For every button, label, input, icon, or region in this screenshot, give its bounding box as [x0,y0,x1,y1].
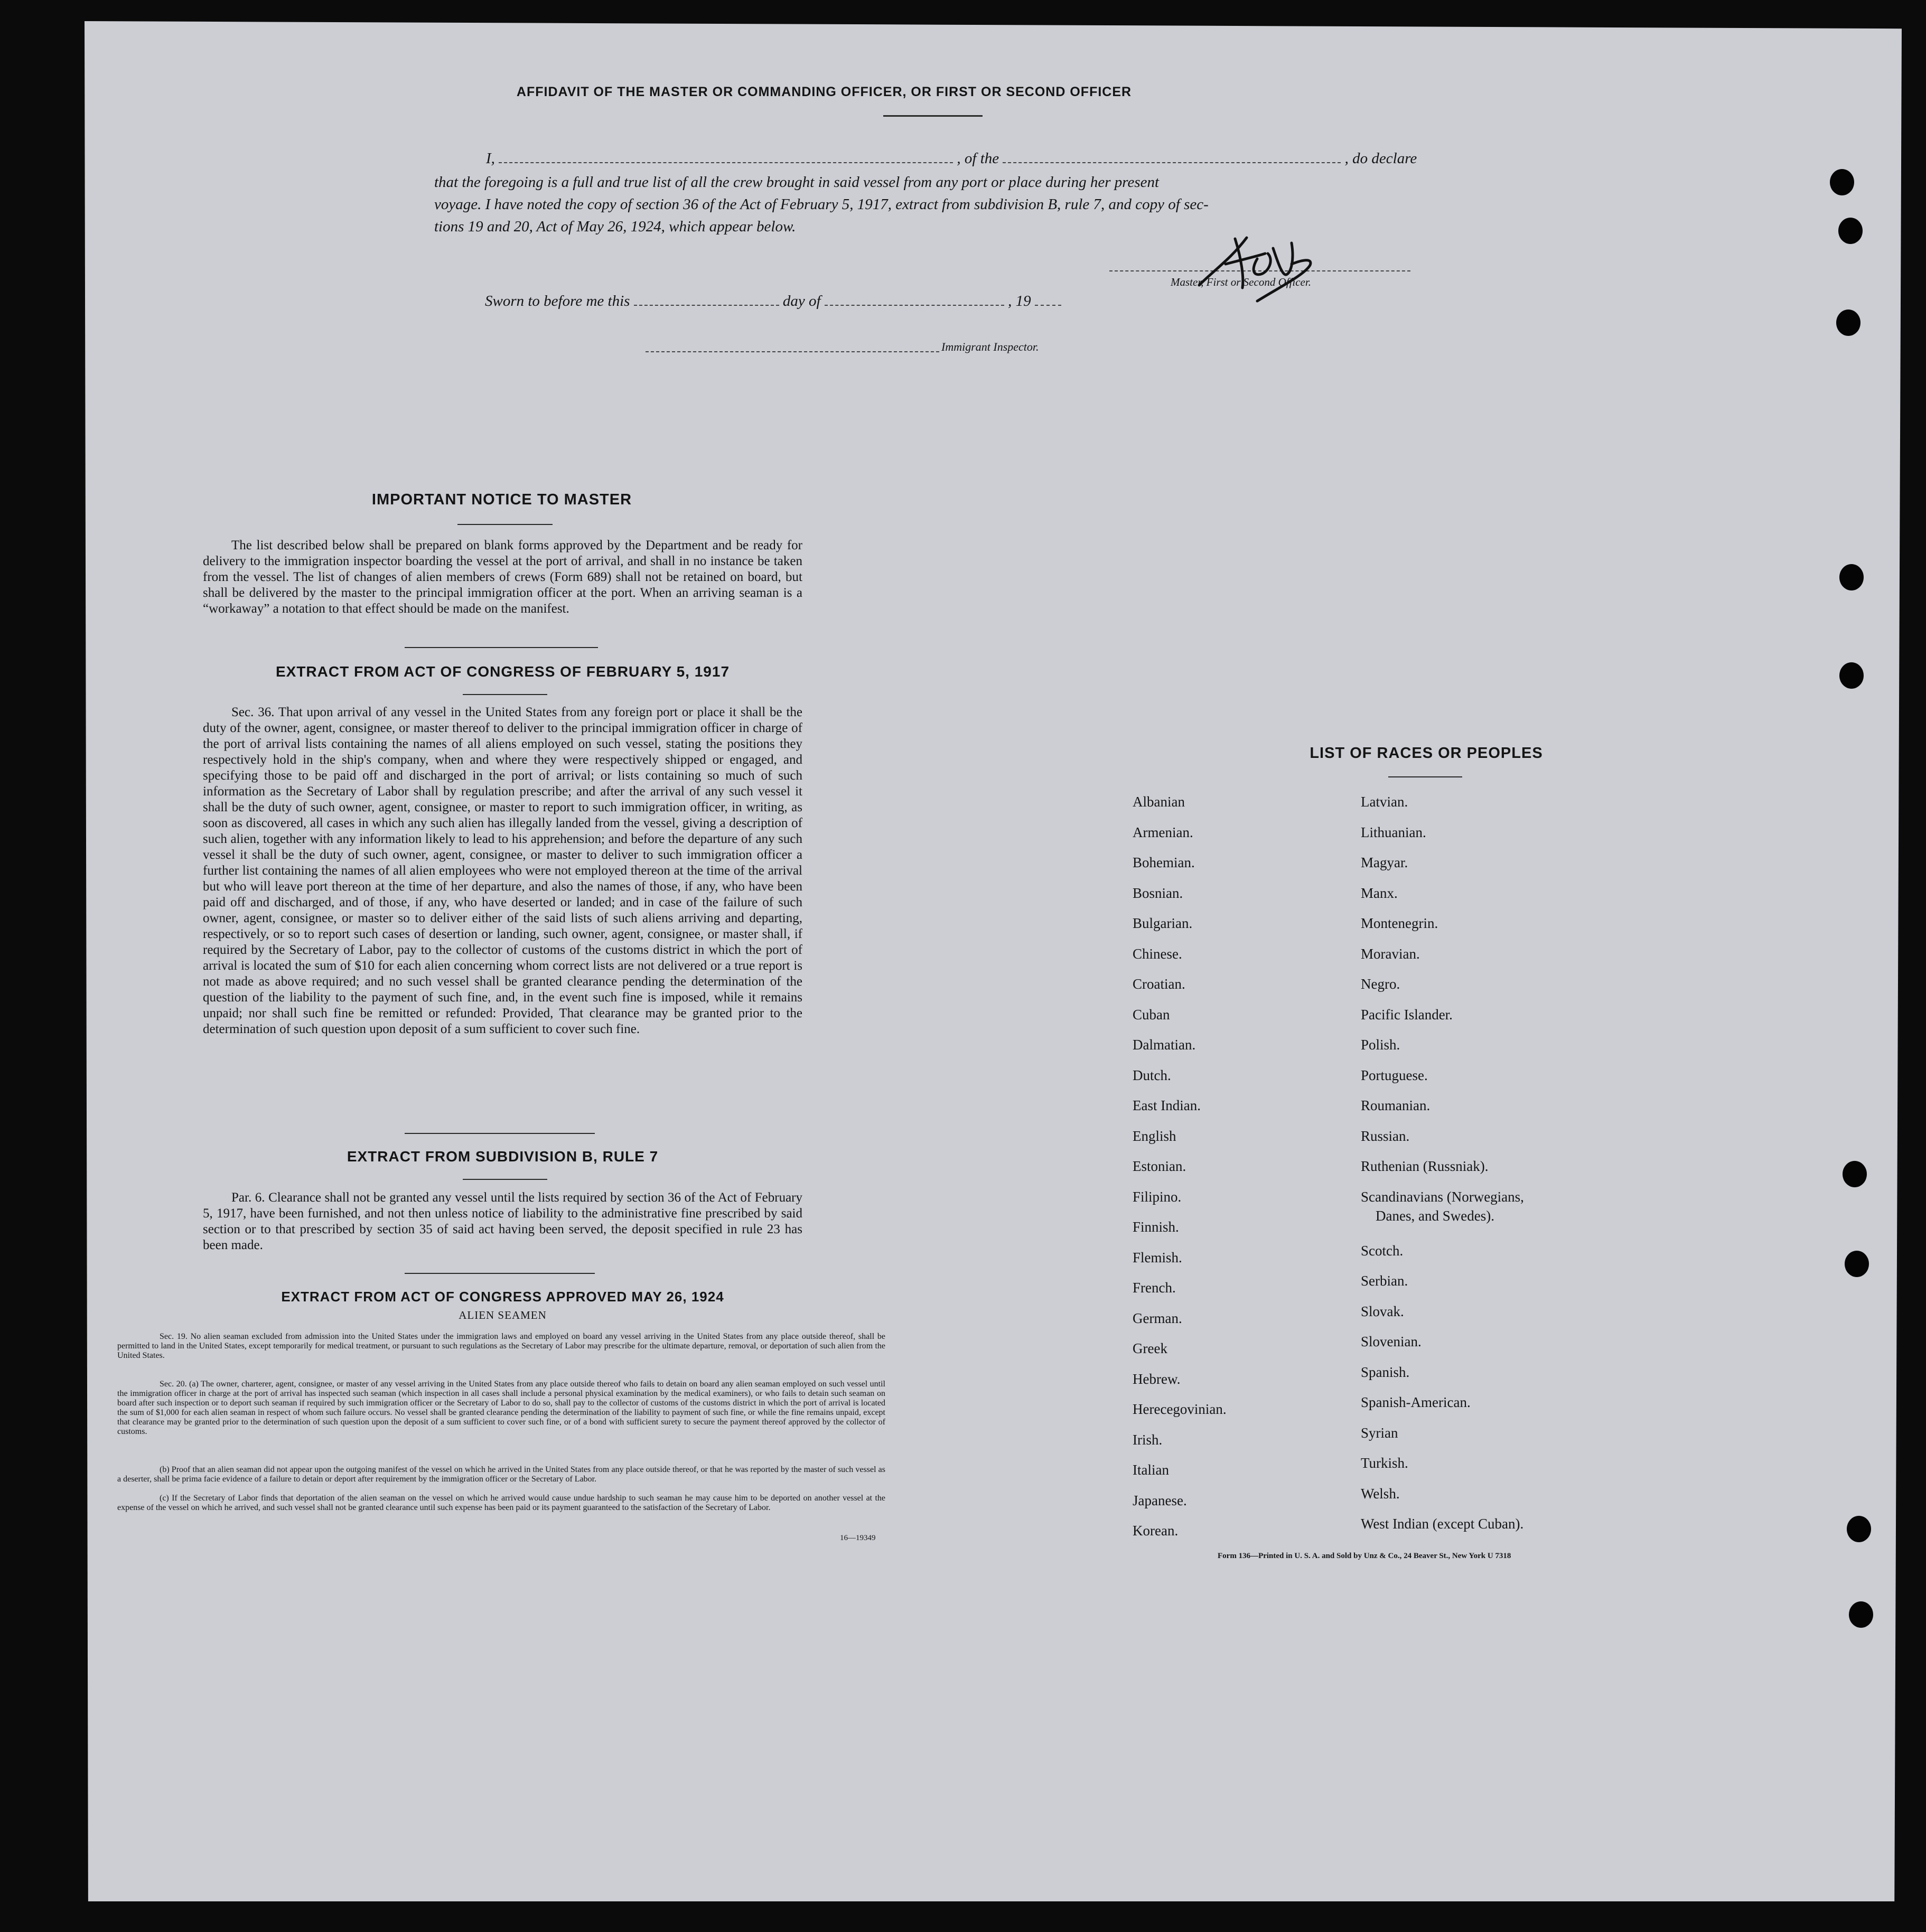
divider [883,115,983,117]
race-item: Latvian. [1361,794,1408,810]
day-blank[interactable] [634,304,779,306]
race-item: Korean. [1133,1523,1179,1539]
punch-hole [1845,1251,1869,1277]
notice-title: IMPORTANT NOTICE TO MASTER [371,491,632,508]
race-item: Turkish. [1361,1455,1408,1471]
punch-hole [1838,218,1863,244]
race-item: Lithuanian. [1361,824,1426,840]
divider [405,1133,595,1134]
races-left-column [1133,787,1227,1546]
divider [1388,776,1462,777]
divider [463,694,547,695]
inspector-caption: Immigrant Inspector. [941,340,1039,353]
race-item: Finnish. [1133,1219,1179,1235]
inspector-line[interactable] [646,351,939,352]
handwritten-signature [1194,227,1331,306]
divider [457,524,553,525]
year-blank[interactable] [1035,304,1061,306]
race-item: Irish. [1133,1431,1163,1448]
declaration-line-1: I, , of the , do declare [486,150,1417,167]
race-item: Roumanian. [1361,1098,1431,1113]
race-item: Syrian [1361,1424,1398,1441]
declaration-line-4: tions 19 and 20, Act of May 26, 1924, which appear below. [434,218,796,235]
races-title: LIST OF RACES OR PEOPLES [1310,745,1543,762]
footer-imprint: Form 136—Printed in U. S. A. and Sold by Unz & Co., 24 Beaver St., New York U 7318 [1218,1552,1511,1560]
race-item: Polish. [1361,1037,1400,1053]
divider [405,647,598,648]
race-item: Dalmatian. [1133,1037,1196,1053]
punch-hole [1836,310,1860,336]
race-item: Hebrew. [1133,1371,1181,1387]
name-blank[interactable] [499,162,953,163]
notice-text: The list described below shall be prepared on blank forms approved by the Department and be ready for delivery to the immigration inspector boarding the vessel at the port of arrival, and shall in no instance be taken from the vessel. The list of changes of alien members of crews (Form 689) shall not be retained on board, but shall be delivered by the master to the principal immigration officer at the port. When an arriving seaman is a “workaway” a notation to that effect should be made on the manifest. [203,538,802,616]
race-item: Croatian. [1133,976,1185,992]
race-item: English [1133,1128,1176,1144]
races-right-column [1361,787,1524,1540]
race-item: Herecegovinian. [1133,1401,1227,1417]
extract-1924-subtitle: ALIEN SEAMEN [459,1309,547,1321]
punch-hole [1839,564,1864,590]
race-item: Bulgarian. [1133,915,1193,931]
race-item: Armenian. [1133,824,1193,840]
race-item: Pacific Islander. [1361,1006,1453,1023]
race-item: Spanish. [1361,1364,1410,1380]
race-item: Cuban [1133,1006,1170,1023]
sworn-line: Sworn to before me this day of , 19 [485,293,1061,310]
race-item: Magyar. [1361,855,1408,870]
punch-hole [1839,662,1864,689]
race-item: West Indian (except Cuban). [1361,1516,1524,1532]
sec-19-text: Sec. 19. No alien seaman excluded from admission into the United States under the immigration laws and employed on board any vessel arriving in the United States from any place outside thereof, shall be permitted to land in the United States, except temporarily for medical treatment, or pursuant to such regulations as the Secretary of Labor may prescribe for the ultimate departure, removal, or deportation of such alien from the United States. [117,1332,885,1360]
race-item: Scandinavians (Norwegians, Danes, and Swedes). [1361,1188,1524,1224]
race-item: Greek [1133,1340,1167,1356]
month-blank[interactable] [825,304,1004,306]
race-item: Japanese. [1133,1492,1187,1508]
race-item: Manx. [1361,885,1398,901]
race-item: Dutch. [1133,1067,1171,1083]
divider [405,1273,595,1274]
race-item: Welsh. [1361,1485,1400,1502]
race-item: Bohemian. [1133,855,1195,870]
race-item: Spanish-American. [1361,1394,1471,1410]
race-item: Serbian. [1361,1273,1408,1289]
race-item: Scotch. [1361,1242,1404,1259]
punch-hole [1843,1161,1867,1187]
race-item: East Indian. [1133,1098,1201,1113]
affidavit-title: AFFIDAVIT OF THE MASTER OR COMMANDING OFFICER, OR FIRST OR SECOND OFFICER [516,85,1132,99]
race-item: Slovak. [1361,1303,1404,1319]
race-item: Slovenian. [1361,1334,1422,1349]
sec-20b-text: (b) Proof that an alien seaman did not appear upon the outgoing manifest of the vessel on which he arrived in the United States from any place outside thereof, or that he was reported by the master of such vessel as a deserter, shall be prima facie evidence of a failure to detain or deport after requirement by the immigration officer or the Secretary of Labor. [117,1465,885,1484]
signature-caption: Master, First or Second Officer. [1171,276,1311,288]
race-item: Chinese. [1133,945,1182,962]
race-item: Russian. [1361,1128,1410,1144]
extract-1917-title: EXTRACT FROM ACT OF CONGRESS OF FEBRUARY 5, 1917 [275,663,730,680]
rule7-title: EXTRACT FROM SUBDIVISION B, RULE 7 [347,1148,659,1165]
sec-20a-text: Sec. 20. (a) The owner, charterer, agent, consignee, or master of any vessel arriving in the United States from any place outside thereof who fails to detain on board any alien seaman employed on such vessel until the immigration officer in charge at the port of arrival has inspected such seaman (which inspection in all cases shall include a personal physical examination by the medical examiners), or who fails to detain such seaman on board after such inspection or to deport such seaman if required by such immigration officer or the Secretary of Labor to do so, shall pay to the collector of customs of the customs district in which the port of arrival is located the sum of $1,000 for each alien seaman in respect of whom such failure occurs. No vessel shall be granted clearance pending the determination of the liability to payment of such fine, or while the fine remains unpaid, except that clearance may be granted prior to the determination of such question upon the deposit of a sum sufficient to cover such fine, or of a bond with sufficient surety to secure the payment thereof approved by the collector of customs. [117,1380,885,1436]
sec-20c-text: (c) If the Secretary of Labor finds that deportation of the alien seaman on the vessel on which he arrived would cause undue hardship to such seaman he may cause him to be deported on another vessel at the expense of the vessel on which he arrived, and such vessel shall not be granted clearance until such expense has been paid or its payment guaranteed to the satisfaction of the Secretary of Labor. [117,1494,885,1512]
race-item: Montenegrin. [1361,915,1438,931]
extract-1924-title: EXTRACT FROM ACT OF CONGRESS APPROVED MAY 26, 1924 [281,1289,724,1305]
race-item: Portuguese. [1361,1067,1428,1083]
punch-hole [1830,169,1854,195]
race-item: Moravian. [1361,945,1420,962]
race-item: Albanian [1133,794,1185,810]
race-item: Negro. [1361,976,1400,992]
race-item: Estonian. [1133,1158,1186,1174]
punch-hole [1849,1601,1873,1628]
race-item: Ruthenian (Russniak). [1361,1158,1489,1174]
race-item: French. [1133,1280,1176,1296]
race-item: Bosnian. [1133,885,1183,901]
punch-hole [1847,1516,1871,1542]
race-item: Filipino. [1133,1188,1182,1205]
race-item: Italian [1133,1462,1169,1478]
vessel-blank[interactable] [1003,162,1341,163]
divider [463,1179,547,1180]
form-code: 16—19349 [840,1534,876,1542]
race-item: Flemish. [1133,1249,1182,1265]
rule7-text: Par. 6. Clearance shall not be granted any vessel until the lists required by section 36 of the Act of February 5, 1917, have been furnished, and not then unless notice of liability to the administrative fine prescribed by said section or to that prescribed by section 35 of said act having been served, the deposit specified in rule 23 has been made. [203,1190,802,1252]
declaration-line-2: that the foregoing is a full and true list of all the crew brought in said vessel from any port or place during her present [434,174,1160,191]
race-item: German. [1133,1310,1182,1326]
extract-1917-text: Sec. 36. That upon arrival of any vessel in the United States from any foreign port or place it shall be the duty of the owner, agent, consignee, or master thereof to deliver to the principal immigration officer in charge of the port of arrival lists containing the names of all aliens employed on such vessel, stating the positions they respectively hold in the ship's company, when and where they were respectively shipped or engaged, and specifying those to be paid off and discharged in the port of arrival; or lists containing so much of such information as the Secretary of Labor shall by regulation prescribe; and after the arrival of any such vessel it shall be the duty of such owner, agent, consignee, or master to report to such immigration officer, in writing, as soon as discovered, all cases in which any such alien has illegally landed from the vessel, giving a description of such alien, together with any information likely to lead to his apprehension; and before the departure of any such vessel it shall be the duty of such owner, agent, consignee, or master to deliver to such immigration officer a further list containing the names of all alien employees who were not employed thereon at the time of the arrival but who will leave port thereon at the time of her departure, and also the names of those, if any, who have been paid off and discharged, and of those, if any, who have deserted or landed; and in case of the failure of such owner, agent, consignee, or master so to deliver either of the said lists of such aliens arriving and departing, respectively, or so to report such cases of desertion or landing, such owner, agent, consignee, or master shall, if required by the Secretary of Labor, pay to the collector of customs of the customs district in which the port of arrival is located the sum of $10 for each alien concerning whom correct lists are not delivered or a true report is not made as above required; and no such vessel shall be granted clearance pending the determination of the question of the liability to the payment of such fine, and, in the event such fine is imposed, while it remains unpaid; nor shall such fine be remitted or refunded: Provided, That clearance may be granted prior to the determination of such question upon deposit of a sum sufficient to cover such fine. [203,705,802,1036]
declaration-line-3: voyage. I have noted the copy of section 36 of the Act of February 5, 1917, extract from subdivision B, rule 7, and copy of sec- [434,196,1209,213]
